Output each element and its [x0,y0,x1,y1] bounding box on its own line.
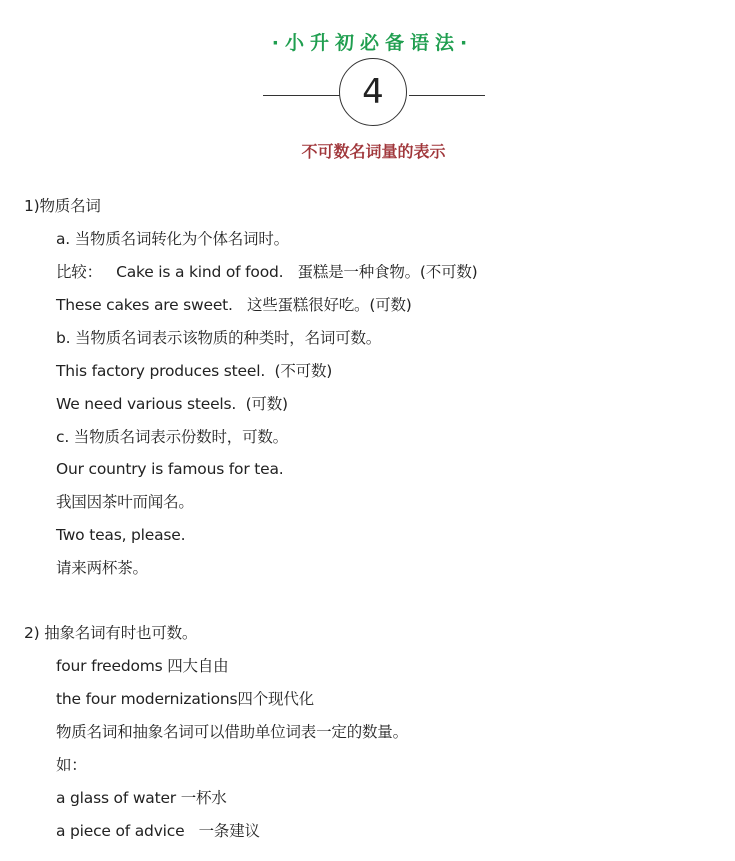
lesson-number: 4 [362,72,384,112]
text-line: We need various steels. (可数) [56,395,288,413]
section-heading-material-nouns: 1)物质名词 [24,197,101,215]
text-line: four freedoms 四大自由 [56,657,229,675]
lesson-number-badge [339,58,407,126]
text-line: a piece of advice 一条建议 [56,822,260,840]
text-line: b. 当物质名词表示该物质的种类时，名词可数。 [56,329,382,347]
text-line: 我国因茶叶而闻名。 [56,493,194,511]
section-heading-abstract-nouns: 2) 抽象名词有时也可数。 [24,624,198,642]
divider-left [263,95,340,96]
text-line: 如： [56,756,87,774]
lesson-header [0,0,735,175]
text-line: 物质名词和抽象名词可以借助单位词表一定的数量。 [56,723,408,741]
text-line: 比较： Cake is a kind of food. 蛋糕是一种食物。(不可数) [56,263,478,281]
divider-right [409,95,485,96]
text-line: the four modernizations四个现代化 [56,690,314,708]
text-line: Two teas, please. [56,526,186,544]
text-line: These cakes are sweet. 这些蛋糕很好吃。(可数) [56,296,412,314]
text-line: 请来两杯茶。 [56,559,148,577]
text-line: c. 当物质名词表示份数时，可数。 [56,428,288,446]
lesson-title: 不可数名词量的表示 [301,142,446,161]
series-title: ·小升初必备语法· [271,32,474,54]
text-line: a. 当物质名词转化为个体名词时。 [56,230,289,248]
text-line: This factory produces steel. (不可数) [56,362,333,380]
text-line: a glass of water 一杯水 [56,789,227,807]
text-line: Our country is famous for tea. [56,460,284,478]
